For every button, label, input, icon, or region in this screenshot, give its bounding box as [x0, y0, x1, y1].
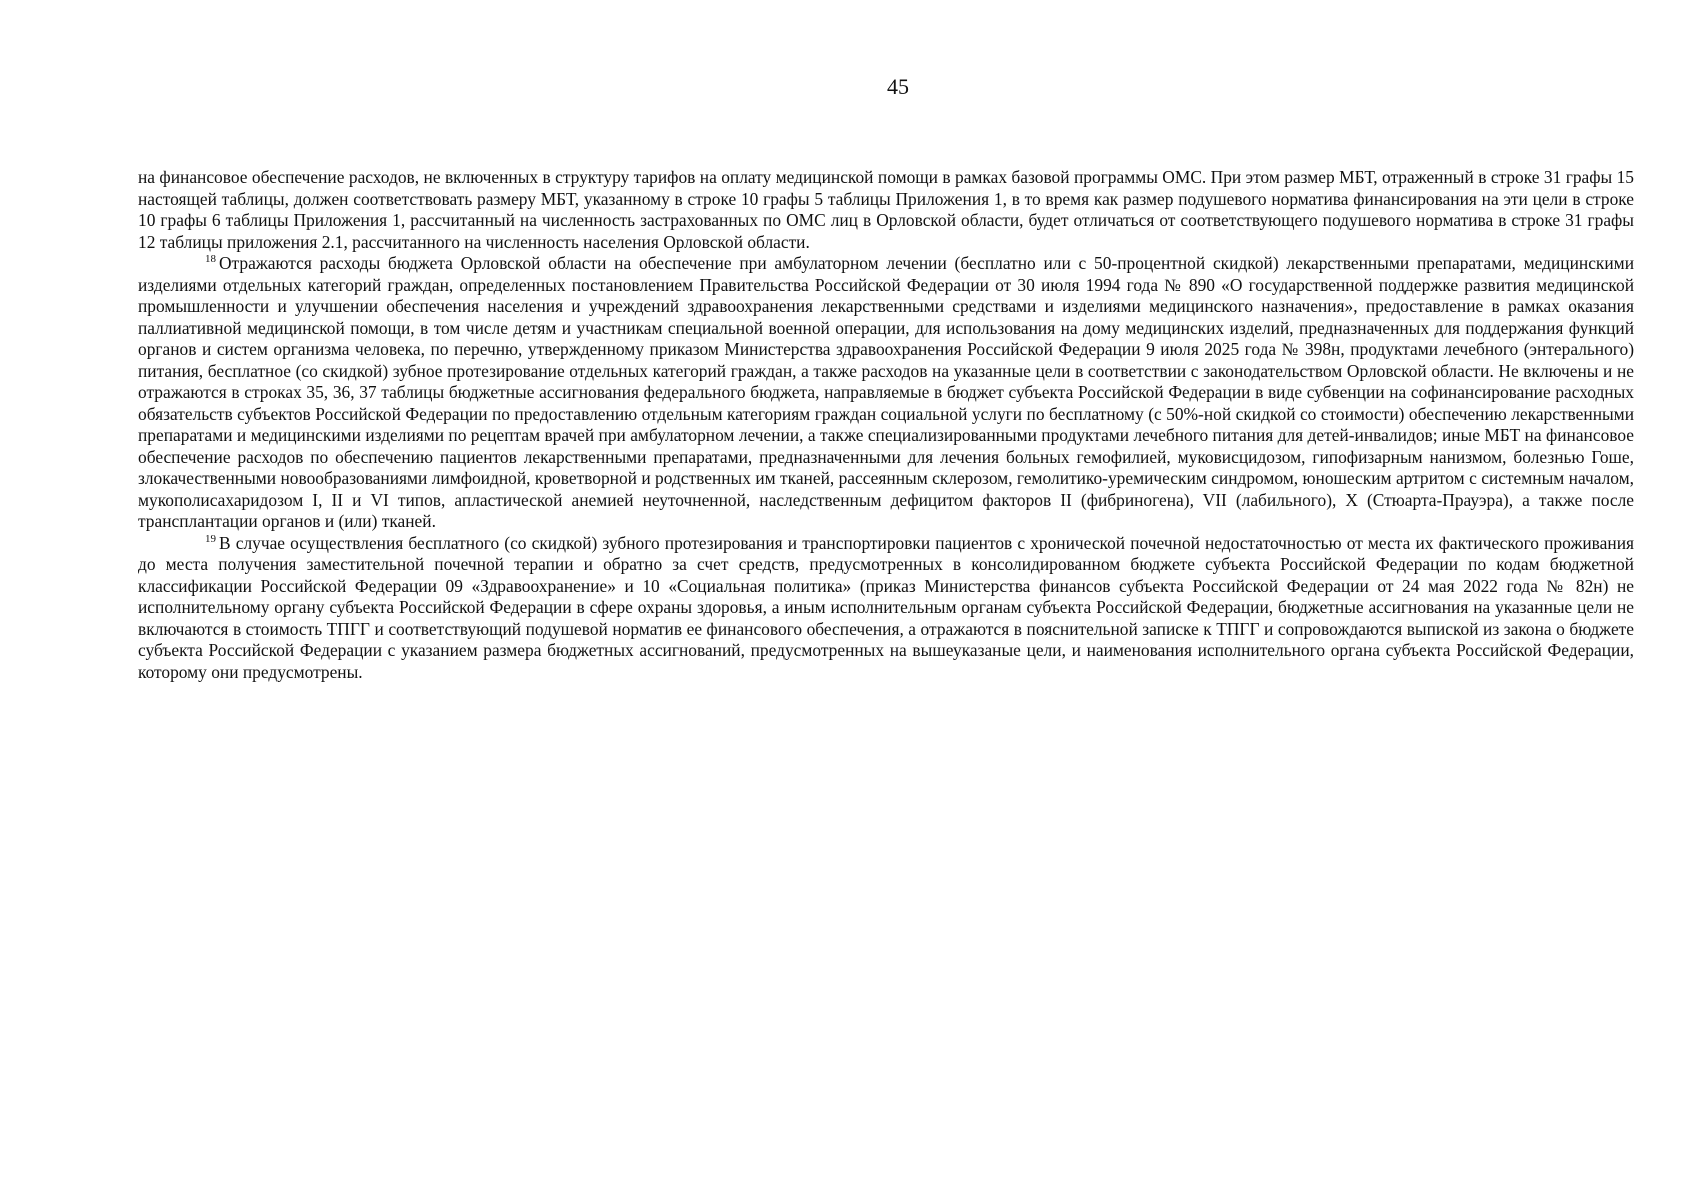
continuation-paragraph: на финансовое обеспечение расходов, не включенных в структуру тарифов на оплату медицинской помощи в рамках базовой программы ОМС. При этом размер МБТ, отраженный в строке 31 графы 15 настоящей таблицы, должен соответствовать размеру МБТ, указанному в строке 10 графы 5 таблицы Приложения 1, в то время как размер подушевого норматива финансирования на эти цели в строке 10 графы 6 таблицы Приложения 1, рассчитанный на численность застрахованных по ОМС лиц в Орловской области, будет отличаться от соответствующего подушевого норматива в строке 31 графы 12 таблицы приложения 2.1, рассчитанного на численность населения Орловской области.	[138, 167, 1634, 252]
footnote-18	[138, 253, 1634, 533]
footnote-marker: 18	[205, 253, 216, 266]
footnote-text: В случае осуществления бесплатного (со скидкой) зубного протезирования и транспортировки пациентов с хронической почечной недостаточностью от места их фактического проживания до места получения заместительной почечной терапии и обратно за счет средств, предусмотренных в консолидированном бюджете субъекта Российской Федерации по кодам бюджетной классификации Российской Федерации 09 «Здравоохранение» и 10 «Социальная политика» (приказ Министерства финансов субъекта Российской Федерации от 24 мая 2022 года № 82н) не исполнительному органу субъекта Российской Федерации в сфере охраны здоровья, а иным исполнительным органам субъекта Российской Федерации, бюджетные ассигнования на указанные цели не включаются в стоимость ТПГГ и соответствующий подушевой норматив ее финансового обеспечения, а отражаются в пояснительной записке к ТПГГ и сопровождаются выпиской из закона о бюджете субъекта Российской Федерации с указанием размера бюджетных ассигнований, предусмотренных на вышеуказаные цели, и наименования исполнительного органа субъекта Российской Федерации, которому они предусмотрены.	[138, 532, 1634, 682]
page-number: 45	[887, 74, 909, 99]
footnote-19	[138, 533, 1634, 684]
footnote-marker: 19	[205, 532, 216, 545]
document-body	[138, 167, 1634, 683]
footnote-text: Отражаются расходы бюджета Орловской области на обеспечение при амбулаторном лечении (бесплатно или с 50-процентной скидкой) лекарственными препаратами, медицинскими изделиями отдельных категорий граждан, определенных постановлением Правительства Российской Федерации от 30 июля 1994 года № 890 «О государственной поддержке развития медицинской промышленности и улучшении обеспечения населения и учреждений здравоохранения лекарственными средствами и изделиями медицинского назначения», предоставление в рамках оказания паллиативной медицинской помощи, в том числе детям и участникам специальной военной операции, для использования на дому медицинских изделий, предназначенных для поддержания функций органов и систем организма человека, по перечню, утвержденному приказом Министерства здравоохранения Российской Федерации 9 июля 2025 года № 398н, продуктами лечебного (энтерального) питания, бесплатное (со скидкой) зубное протезирование отдельных категорий граждан, а также расходов на указанные цели в соответствии с законодательством Орловской области. Не включены и не отражаются в строках 35, 36, 37 таблицы бюджетные ассигнования федерального бюджета, направляемые в бюджет субъекта Российской Федерации в виде субвенции на софинансирование расходных обязательств субъектов Российской Федерации по предоставлению отдельным категориям граждан социальной услуги по бесплатному (с 50%-ной скидкой со стоимости) обеспечению лекарственными препаратами и медицинскими изделиями по рецептам врачей при амбулаторном лечении, а также специализированными продуктами лечебного питания для детей-инвалидов; иные МБТ на финансовое обеспечение расходов по обеспечению пациентов лекарственными препаратами, предназначенными для лечения больных гемофилией, муковисцидозом, гипофизарным нанизмом, болезнью Гоше, злокачественными новообразованиями лимфоидной, кроветворной и родственных им тканей, рассеянным склерозом, гемолитико-уремическим синдромом, юношеским артритом с системным началом, мукополисахаридозом I, II и VI типов, апластической анемией неуточненной, наследственным дефицитом факторов II (фибриногена), VII (лабильного), X (Стюарта-Прауэра), а также после трансплантации органов и (или) тканей.	[138, 253, 1634, 531]
